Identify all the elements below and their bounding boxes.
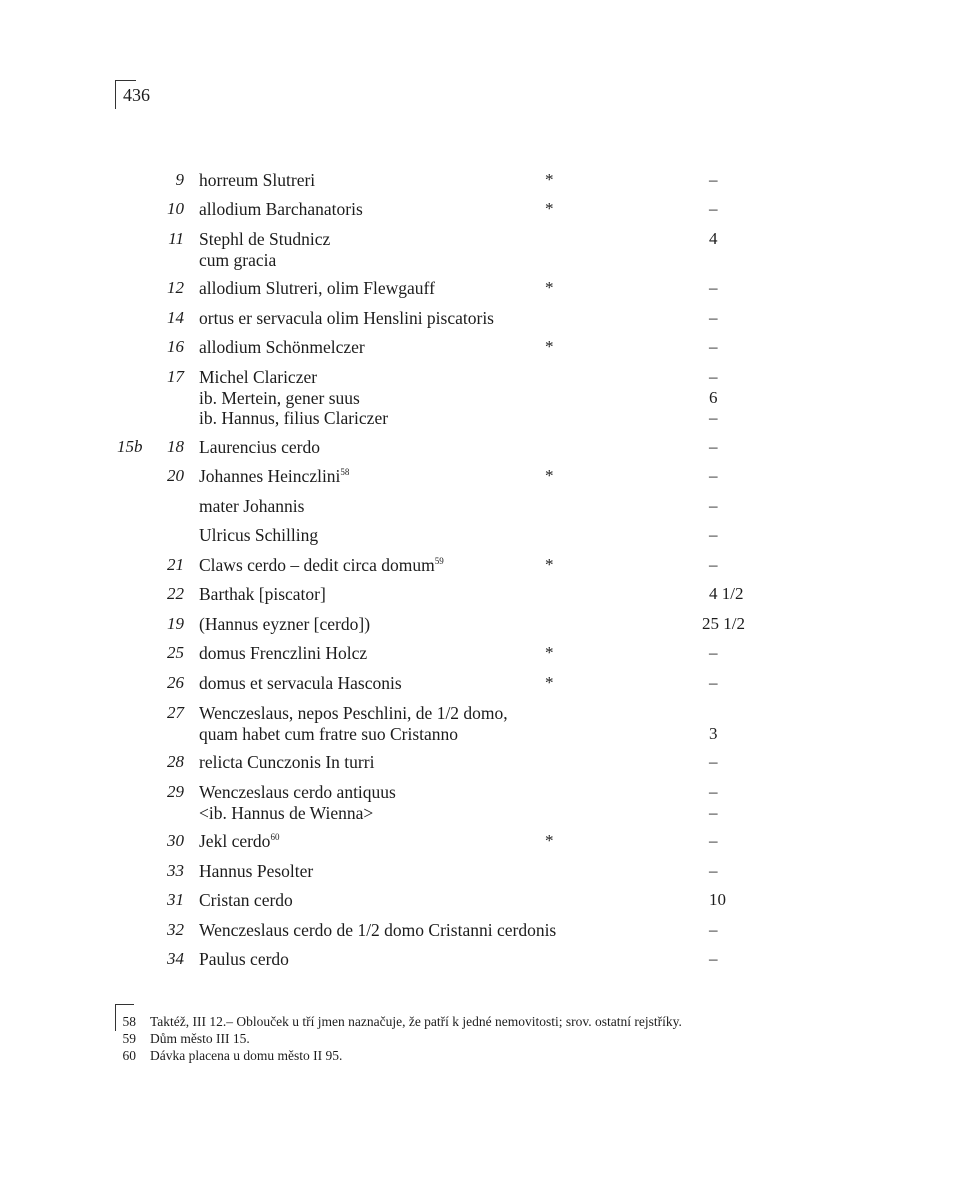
entry-text bbox=[199, 673, 402, 694]
entry-values bbox=[680, 752, 750, 773]
entry-number: 12 bbox=[167, 278, 184, 297]
entry-text bbox=[199, 782, 396, 823]
entry-value: – bbox=[709, 673, 718, 692]
entry-value: – bbox=[709, 802, 718, 822]
entry-value: – bbox=[709, 949, 718, 968]
entry-text-line: ib. Mertein, gener suus bbox=[199, 387, 360, 408]
footnote bbox=[115, 1013, 835, 1030]
entry-number: 21 bbox=[167, 555, 184, 574]
asterisk-mark: * bbox=[545, 643, 554, 662]
entry-text bbox=[199, 890, 293, 911]
entry-text bbox=[199, 308, 494, 329]
entry-text bbox=[199, 703, 508, 744]
entry-number: 19 bbox=[167, 614, 184, 633]
entry-number: 25 bbox=[167, 643, 184, 662]
entry-text bbox=[199, 525, 318, 546]
entry-number: 14 bbox=[167, 308, 184, 327]
entry-text bbox=[199, 643, 367, 664]
entry-value: – bbox=[709, 367, 718, 386]
entry-text bbox=[199, 337, 365, 358]
entry-text-line: allodium Schönmelczer bbox=[199, 337, 365, 357]
entry-value: 25 1/2 bbox=[702, 614, 745, 633]
entry-number: 20 bbox=[167, 466, 184, 485]
entry-text-line: quam habet cum fratre suo Cristanno bbox=[199, 723, 459, 744]
entry-number: 10 bbox=[167, 199, 184, 218]
entry-value: – bbox=[709, 408, 718, 427]
entry-text-line: (Hannus eyzner [cerdo]) bbox=[199, 614, 371, 634]
asterisk-mark: * bbox=[545, 199, 554, 218]
entry-text-line: Claws cerdo – dedit circa domum$^{59}$ bbox=[199, 555, 444, 575]
entry-value: 4 bbox=[709, 229, 718, 248]
entry-text bbox=[199, 229, 330, 270]
asterisk-mark: * bbox=[545, 337, 554, 356]
entry-text-line: Paulus cerdo bbox=[199, 949, 289, 969]
entry-text-line: Wenczeslaus, nepos Peschlini, de 1/2 domo, bbox=[199, 703, 508, 723]
entry-value: – bbox=[709, 199, 718, 218]
entry-values bbox=[680, 949, 750, 970]
entry-text bbox=[199, 496, 304, 517]
entry-number: 16 bbox=[167, 337, 184, 356]
entry-value: – bbox=[709, 466, 718, 485]
entry-number: 30 bbox=[167, 831, 184, 850]
entry-text bbox=[199, 584, 326, 605]
entry-number: 33 bbox=[167, 861, 184, 880]
entry-value: – bbox=[709, 831, 718, 850]
footnote-text: Dům město III 15. bbox=[150, 1031, 250, 1046]
entry-text-line: allodium Barchanatoris bbox=[199, 199, 363, 219]
entry-text-line: Barthak [piscator] bbox=[199, 584, 326, 604]
entry-number: 17 bbox=[167, 367, 184, 386]
entry-values bbox=[680, 525, 750, 546]
entry-value: – bbox=[709, 170, 718, 189]
entry-number: 11 bbox=[168, 229, 184, 248]
asterisk-mark: * bbox=[545, 831, 554, 850]
entry-values bbox=[680, 555, 750, 576]
entry-text-line: mater Johannis bbox=[199, 496, 305, 516]
entry-value: – bbox=[709, 782, 718, 801]
entry-value: – bbox=[709, 643, 718, 662]
footnote-number: 59 bbox=[122, 1031, 136, 1046]
footnotes bbox=[115, 1013, 835, 1064]
entry-values bbox=[680, 367, 750, 429]
entry-number: 26 bbox=[167, 673, 184, 692]
footnote-reference: 60 bbox=[270, 832, 280, 842]
asterisk-mark: * bbox=[545, 466, 554, 485]
entry-value: – bbox=[709, 278, 718, 297]
entry-value: – bbox=[709, 752, 718, 771]
footnote-reference: 58 bbox=[340, 467, 350, 477]
entry-values bbox=[680, 466, 750, 487]
entry-text-line: Jekl cerdo$^{60}$ bbox=[199, 831, 280, 851]
footnote bbox=[115, 1047, 835, 1064]
asterisk-mark: * bbox=[545, 170, 554, 189]
entry-text-line: relicta Cunczonis In turri bbox=[199, 752, 375, 772]
entry-value: – bbox=[709, 337, 718, 356]
entry-text bbox=[199, 920, 556, 941]
entry-values bbox=[680, 614, 750, 635]
entry-text-line: ib. Hannus, filius Clariczer bbox=[199, 408, 389, 428]
entry-text-line: Laurencius cerdo bbox=[199, 437, 320, 457]
entry-text-line: Michel Clariczer bbox=[199, 367, 318, 387]
entry-text-line: horreum Slutreri bbox=[199, 170, 316, 190]
entry-values bbox=[680, 861, 750, 882]
entry-text bbox=[199, 367, 388, 429]
entry-text bbox=[199, 278, 435, 299]
footnote-reference: 59 bbox=[434, 556, 444, 566]
entry-values bbox=[680, 831, 750, 852]
entry-values bbox=[680, 643, 750, 664]
entry-values bbox=[680, 199, 750, 220]
asterisk-mark: * bbox=[545, 555, 554, 574]
entry-value: 4 1/2 bbox=[709, 584, 744, 603]
entry-number: 28 bbox=[167, 752, 184, 771]
entry-text bbox=[199, 861, 313, 882]
entry-text-line: <ib. Hannus de Wienna> bbox=[199, 802, 374, 823]
entry-values bbox=[680, 890, 750, 911]
entry-values bbox=[680, 673, 750, 694]
entry-number: 29 bbox=[167, 782, 184, 801]
entry-value: – bbox=[709, 920, 718, 939]
footnote-number: 60 bbox=[122, 1048, 136, 1063]
footnote-number: 58 bbox=[122, 1014, 136, 1029]
entry-values bbox=[680, 278, 750, 299]
entry-text-line: Wenczeslaus cerdo de 1/2 domo Cristanni cerdonis bbox=[199, 920, 557, 940]
entry-value: – bbox=[709, 496, 718, 515]
entry-text-line: cum gracia bbox=[199, 249, 277, 270]
entry-number: 31 bbox=[167, 890, 184, 909]
entry-text-line: Wenczeslaus cerdo antiquus bbox=[199, 782, 396, 802]
entry-text bbox=[199, 614, 370, 635]
entry-value: – bbox=[709, 555, 718, 574]
entry-value: 3 bbox=[709, 723, 718, 743]
entry-value bbox=[680, 703, 750, 724]
entry-values bbox=[680, 920, 750, 941]
footnote bbox=[115, 1030, 835, 1047]
entry-values bbox=[680, 308, 750, 329]
entry-text-line: Stephl de Studnicz bbox=[199, 229, 331, 249]
entry-text bbox=[199, 831, 279, 852]
entry-text bbox=[199, 437, 320, 458]
entry-text-line: Cristan cerdo bbox=[199, 890, 293, 910]
entry-value: – bbox=[709, 861, 718, 880]
entry-text-line: allodium Slutreri, olim Flewgauff bbox=[199, 278, 435, 298]
entry-number: 27 bbox=[167, 703, 184, 722]
entry-values bbox=[680, 584, 750, 605]
entry-values bbox=[680, 337, 750, 358]
entry-number: 34 bbox=[167, 949, 184, 968]
entry-number: 32 bbox=[167, 920, 184, 939]
entry-value: – bbox=[709, 308, 718, 327]
entry-text bbox=[199, 949, 289, 970]
footnote-text: Dávka placena u domu město II 95. bbox=[150, 1048, 343, 1063]
entry-value: 6 bbox=[709, 387, 718, 407]
folio-marker: 15b bbox=[117, 437, 143, 456]
entry-values bbox=[680, 703, 750, 744]
asterisk-mark: * bbox=[545, 278, 554, 297]
entry-value: 10 bbox=[709, 890, 726, 909]
entry-number: 9 bbox=[175, 170, 184, 189]
entry-text-line: Hannus Pesolter bbox=[199, 861, 314, 881]
entry-number: 22 bbox=[167, 584, 184, 603]
entry-text bbox=[199, 752, 374, 773]
entry-value: – bbox=[709, 437, 718, 456]
entry-number: 18 bbox=[167, 437, 184, 456]
entry-values bbox=[680, 170, 750, 191]
asterisk-mark: * bbox=[545, 673, 554, 692]
entry-text-line: ortus er servacula olim Henslini piscatoris bbox=[199, 308, 494, 328]
entry-text-line: Johannes Heinczlini$^{58}$ bbox=[199, 466, 350, 486]
entry-text bbox=[199, 466, 349, 487]
entry-values bbox=[680, 496, 750, 517]
entry-text bbox=[199, 555, 444, 576]
page-number: 436 bbox=[123, 85, 150, 105]
entry-text-line: domus et servacula Hasconis bbox=[199, 673, 402, 693]
entry-values bbox=[680, 437, 750, 458]
entry-text bbox=[199, 170, 315, 191]
entry-values bbox=[680, 229, 750, 250]
entry-text-line: Ulricus Schilling bbox=[199, 525, 319, 545]
footnote-text: Taktéž, III 12.– Oblouček u tří jmen naznačuje, že patří k jedné nemovitosti; srov. ostatní rejstříky. bbox=[150, 1014, 682, 1029]
entry-values bbox=[680, 782, 750, 823]
entry-text bbox=[199, 199, 363, 220]
entry-value: – bbox=[709, 525, 718, 544]
entry-text-line: domus Frenczlini Holcz bbox=[199, 643, 368, 663]
